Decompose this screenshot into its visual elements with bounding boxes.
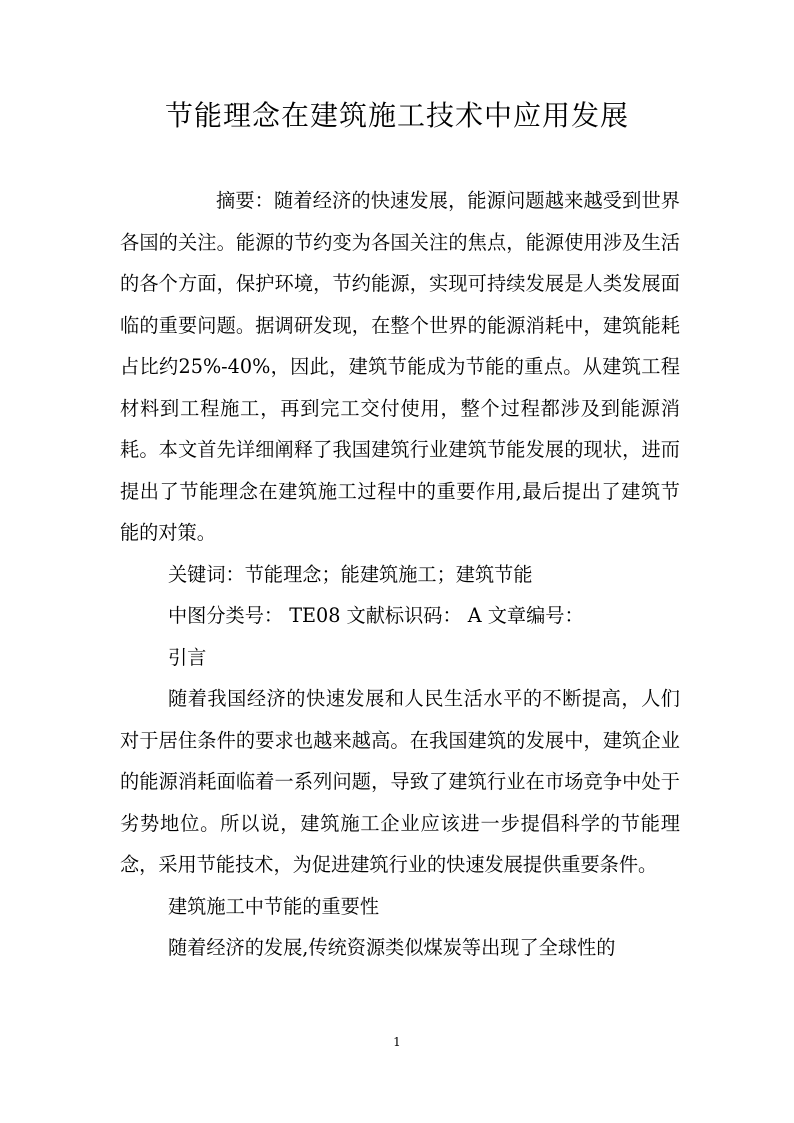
keywords-line: 关键词：节能理念；能建筑施工；建筑节能: [168, 562, 533, 586]
classification-line: 中图分类号： TE08 文献标识码： A 文章编号：: [168, 604, 584, 627]
intro-paragraph: 随着我国经济的快速发展和人民生活水平的不断提高，人们对于居住条件的要求也越来越高。在我国建筑的发展中，建筑企业的能源消耗面临着一系列问题，导致了建筑行业在市场竞争中处于劣势地位。所以说，建筑施工企业应该进一步提倡科学的节能理念，采用节能技术，为促进建筑行业的快速发展提供重要条件。: [120, 687, 680, 876]
page-number: 1: [393, 1035, 401, 1049]
abstract-paragraph: 摘要：随着经济的快速发展，能源问题越来越受到世界各国的关注。能源的节约变为各国关注的焦点，能源使用涉及生活的各个方面，保护环境，节约能源，实现可持续发展是人类发展面临的重要问题。据调研发现，在整个世界的能源消耗中，建筑能耗占比约25%-40%，因此，建筑节能成为节能的重点。从建筑工程材料到工程施工，再到完工交付使用，整个过程都涉及到能源消耗。本文首先详细阐释了我国建筑行业建筑节能发展的现状，进而提出了节能理念在建筑施工过程中的重要作用,最后提出了建筑节能的对策。: [120, 189, 680, 544]
document-title: 节能理念在建筑施工技术中应用发展: [164, 99, 629, 132]
intro-heading: 引言: [168, 645, 207, 669]
section-paragraph: 随着经济的发展,传统资源类似煤炭等出现了全球性的: [168, 936, 616, 959]
section-heading: 建筑施工中节能的重要性: [168, 894, 380, 918]
document-body: [120, 180, 680, 969]
